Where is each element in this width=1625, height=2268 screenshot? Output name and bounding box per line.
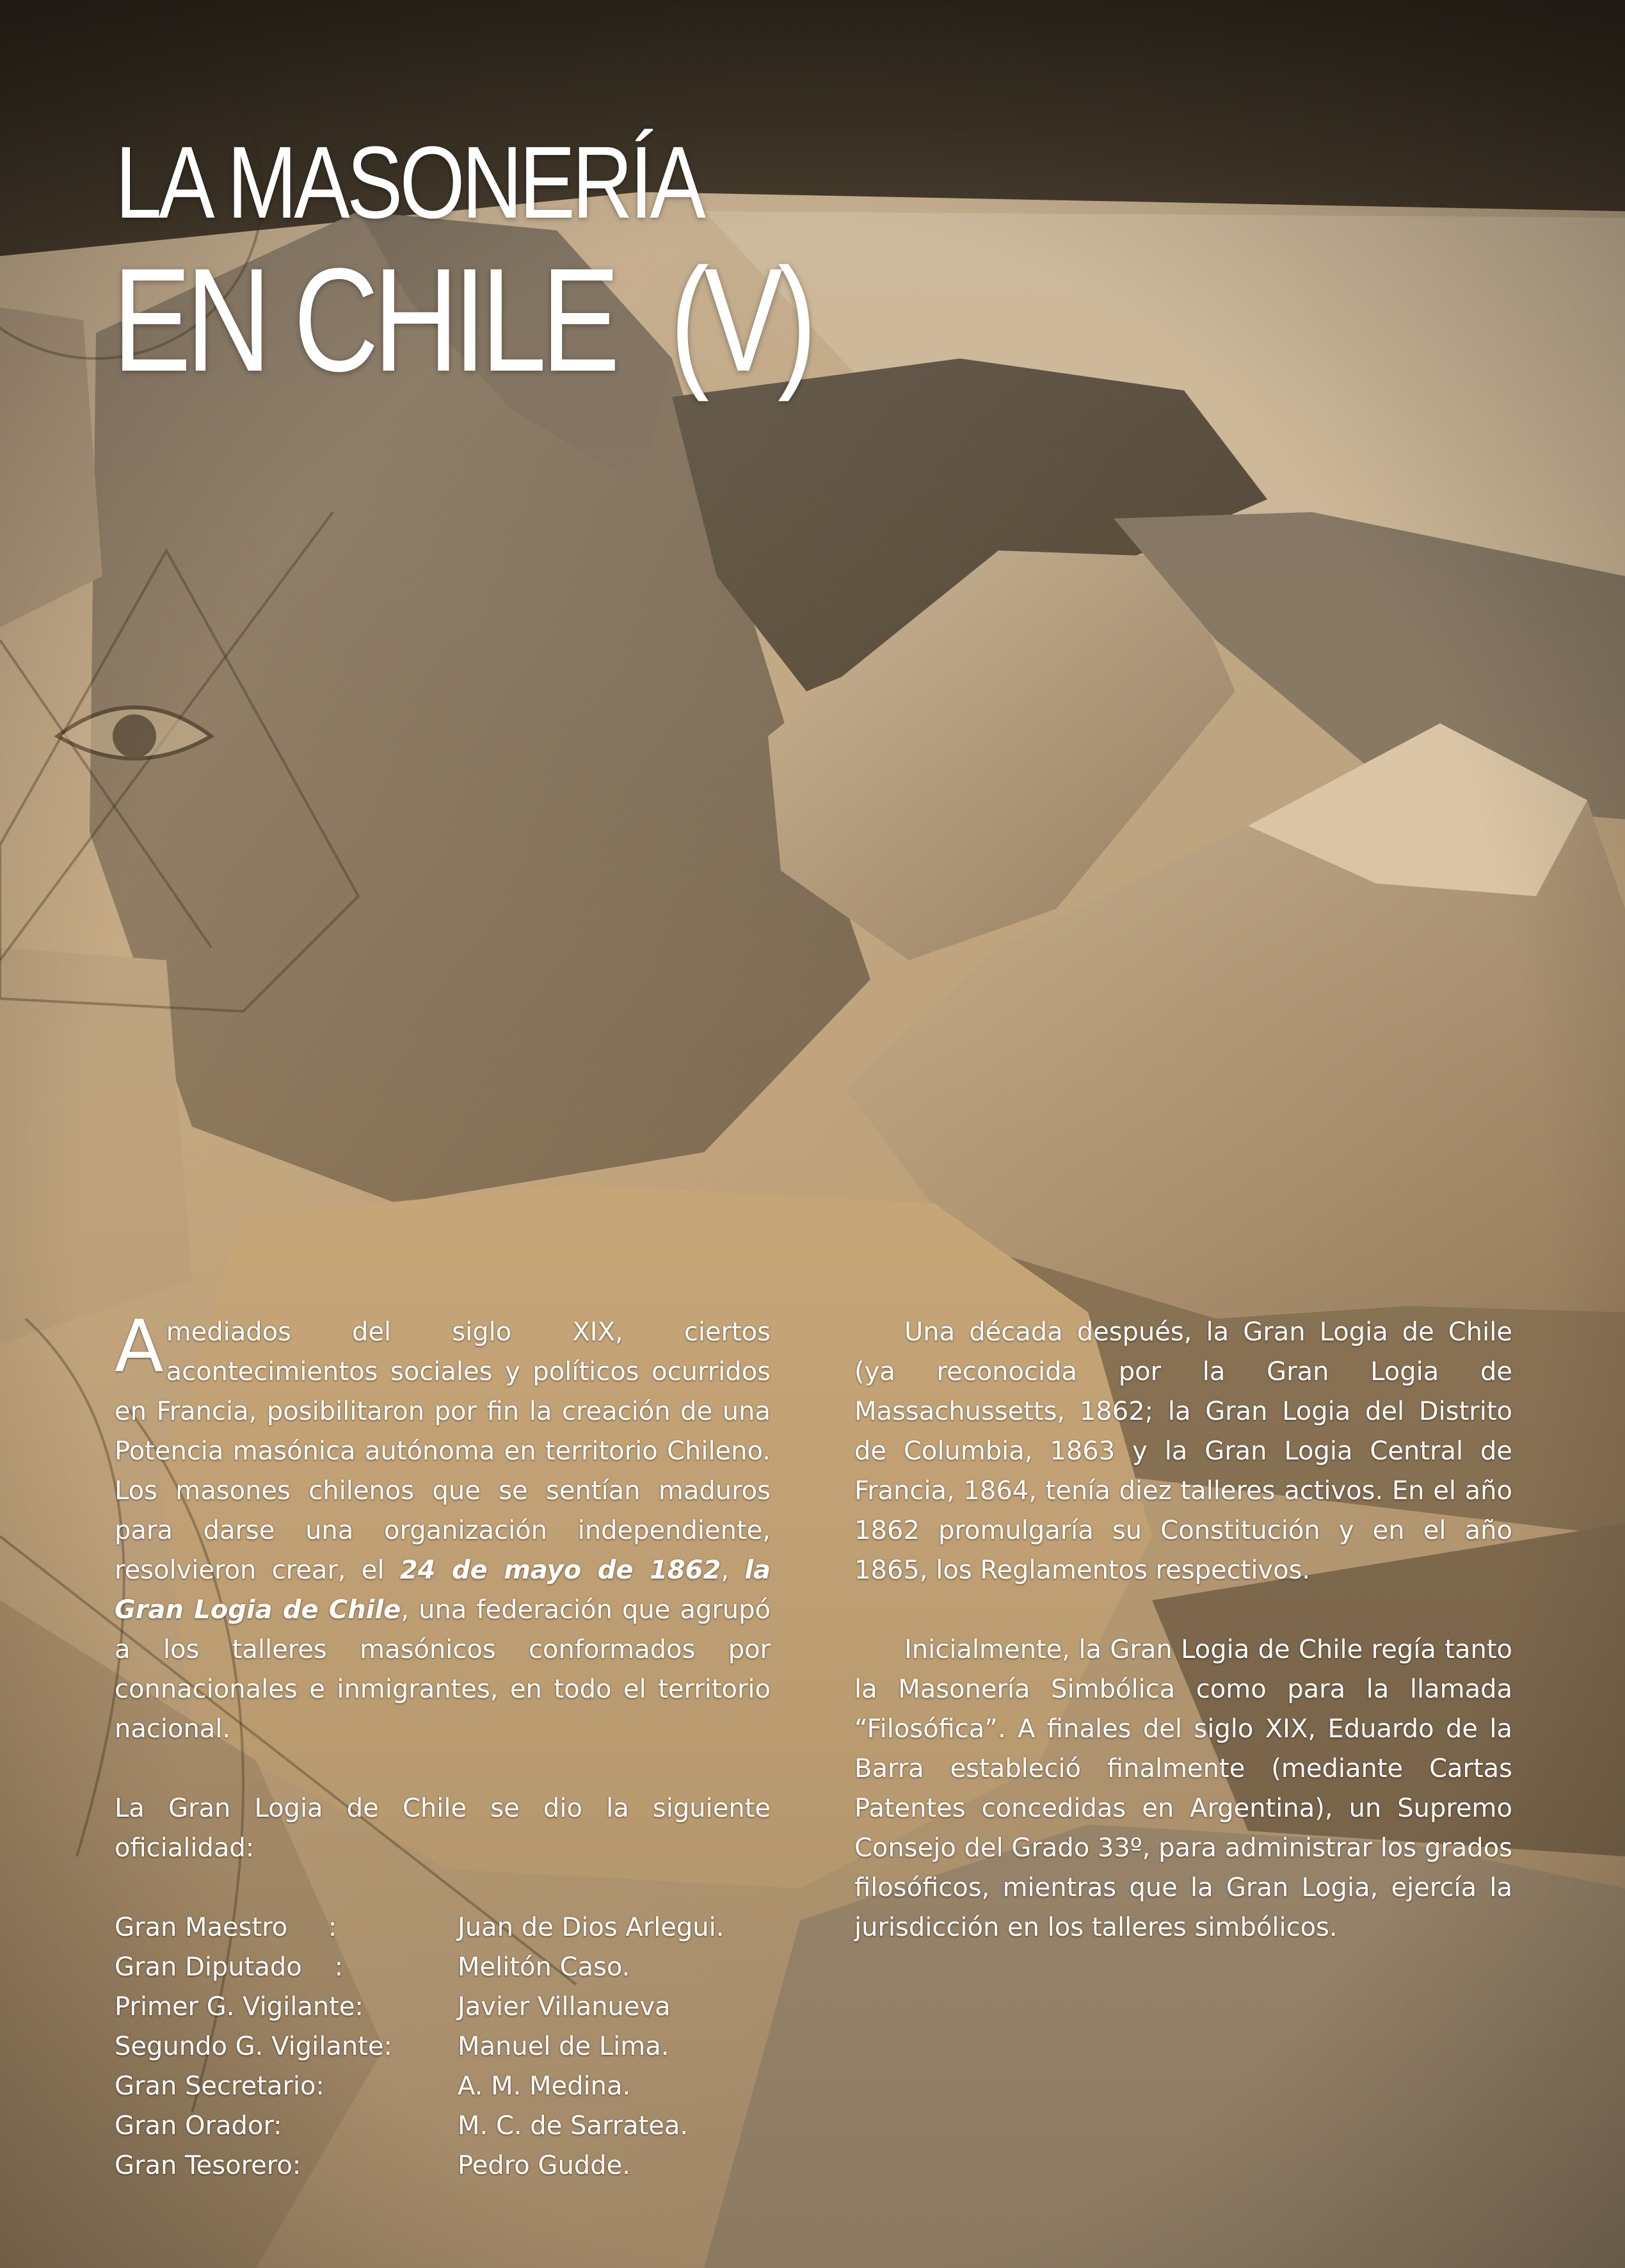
intro-text-2: , una federación que agrupó a los talleres masónicos conformados por connacionales e inmigrantes, en todo el territorio nacional. [115,1595,771,1744]
spacer [854,1590,1512,1630]
right-paragraph-2: Inicialmente, la Gran Logia de Chile regía tanto la Masonería Simbólica como para la llamada “Filosófica”. A finales del siglo XIX, Eduardo de la Barra estableció finalmente (mediante Cartas Patentes concedidas en Argentina), un Supremo Consejo del Grado 33º, para administrar los grados filosóficos, mientras que la Gran Logia, ejercía la jurisdicción en los talleres simbólicos. [854,1635,1512,1942]
officer-name: M. C. de Sarratea. [458,2111,689,2141]
officer-name: Pedro Gudde. [458,2151,630,2180]
officer-role: Gran Orador: [115,2111,282,2141]
officer-name: Manuel de Lima. [458,2032,669,2061]
officer-row [115,1947,771,1987]
founding-date: 24 de mayo de 1862 [399,1556,721,1585]
officer-role: Gran Secretario: [115,2071,324,2101]
article-title-line-1: LA MASONERÍA [115,125,703,239]
spacer [115,1868,771,1908]
officer-role: Segundo G. Vigilante: [115,2032,392,2061]
officer-row [115,2146,771,2185]
intro-separator: , [721,1556,745,1585]
officers-intro: La Gran Logia de Chile se dio la siguiente oficialidad: [115,1794,771,1863]
officer-role: Gran Maestro : [115,1913,337,1942]
officer-row [115,2106,771,2146]
officer-name: Melitón Caso. [458,1952,630,1982]
officer-name: A. M. Medina. [458,2071,631,2101]
organization-name: la Gran Logia de Chile [115,1556,771,1625]
officer-name: Javier Villanueva [458,1992,671,2022]
right-paragraph-1: Una década después, la Gran Logia de Chile (ya reconocida por la Gran Logia de Massachussetts, 1862; la Gran Logia del Distrito de Columbia, 1863 y la Gran Logia Central de Francia, 1864, tenía diez talleres activos. En el año 1862 promulgaría su Constitución y en el año 1865, los Reglamentos respectivos. [854,1317,1512,1585]
dropcap-letter: A [115,1305,164,1388]
intro-text-1: mediados del siglo XIX, ciertos acontecimientos sociales y políticos ocurridos en Francia, posibilitaron por fin la creación de una Potencia masónica autónoma en territorio Chileno. Los masones chilenos que se sentían maduros para darse una organización independiente, resolvieron crear, el [115,1317,771,1585]
officer-row [115,1987,771,2027]
spacer [115,1749,771,1789]
officer-role: Primer G. Vigilante: [115,1992,364,2022]
left-column [115,1305,771,2185]
officer-role: Gran Diputado : [115,1952,344,1982]
officers-list [115,1908,771,2185]
article-title-line-2: EN CHILE (V) [113,237,812,402]
officer-row [115,2066,771,2106]
officer-role: Gran Tesorero: [115,2151,301,2180]
officer-row [115,1908,771,1947]
right-column [854,1312,1512,1947]
intro-paragraph [115,1305,771,1749]
officer-name: Juan de Dios Arlegui. [458,1913,724,1942]
officer-row [115,2027,771,2066]
